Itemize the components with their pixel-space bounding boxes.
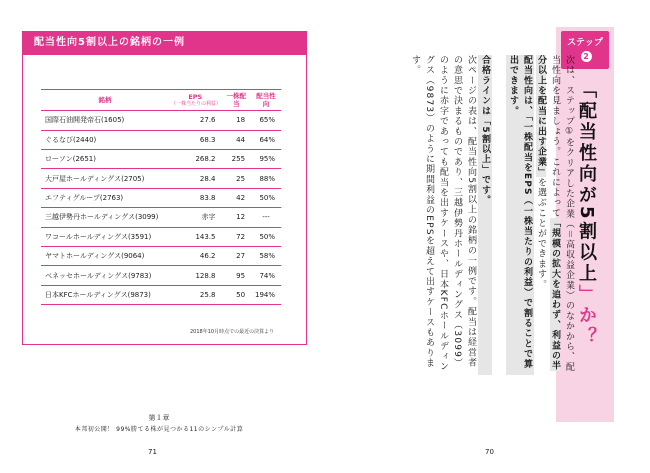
- header-name: 銘柄: [41, 90, 169, 111]
- p1-text-a: 次は、ステップ①をクリアした企業（＝高収益企業）のなかから、配当性向を見ましょう。これによって: [550, 55, 574, 373]
- page-number-right: 70: [485, 448, 494, 456]
- step-number: 2: [581, 51, 592, 62]
- cell-eps: 128.8: [169, 266, 222, 285]
- header-dividend: 一株配当: [222, 90, 252, 111]
- step-badge-label: ステップ: [567, 38, 603, 48]
- cell-name: ぐるなび(2440): [41, 130, 169, 149]
- cell-name: エフティグループ(2763): [41, 188, 169, 207]
- cell-payout: 64%: [251, 130, 281, 149]
- cell-name: ワコールホールディングス(3591): [41, 227, 169, 246]
- chapter-subtitle: 本邦初公開！ 99%勝てる株が見つかる11のシンプル計算: [74, 426, 244, 433]
- table-title: 配当性向5割以上の銘柄の一例: [22, 31, 307, 55]
- cell-name: ベネッセホールディングス(9783): [41, 266, 169, 285]
- cell-name: ローソン(2651): [41, 150, 169, 169]
- cell-eps: 68.3: [169, 130, 222, 149]
- paragraph-3: 合格ラインは「5割以上」です。: [478, 55, 492, 375]
- cell-payout: 88%: [251, 169, 281, 188]
- table-row: [41, 111, 281, 130]
- cell-payout: 194%: [251, 285, 281, 304]
- cell-dividend: 42: [222, 188, 252, 207]
- cell-payout: 65%: [251, 111, 281, 130]
- cell-name: 国際石油開発帝石(1605): [41, 111, 169, 130]
- cell-payout: 74%: [251, 266, 281, 285]
- table-row: [41, 130, 281, 149]
- cell-name: ヤマトホールディングス(9064): [41, 246, 169, 265]
- cell-name: 大戸屋ホールディングス(2705): [41, 169, 169, 188]
- cell-eps: 46.2: [169, 246, 222, 265]
- cell-dividend: 12: [222, 208, 252, 227]
- cell-dividend: 44: [222, 130, 252, 149]
- title-main: 配当性向が5割以上: [576, 101, 597, 285]
- header-payout: 配当性向: [251, 90, 281, 111]
- header-eps-label: EPS: [188, 92, 203, 101]
- cell-dividend: 72: [222, 227, 252, 246]
- table-row: [41, 246, 281, 265]
- cell-eps: 83.8: [169, 188, 222, 207]
- body-text: [394, 55, 576, 375]
- cell-payout: 95%: [251, 150, 281, 169]
- table-row: [41, 188, 281, 207]
- title-close: 」か？: [576, 284, 597, 348]
- cell-payout: 58%: [251, 246, 281, 265]
- cell-eps: 143.5: [169, 227, 222, 246]
- step-title: [573, 80, 599, 348]
- p1-text-b: を選ぶことができます。: [536, 177, 546, 290]
- table-row: [41, 285, 281, 304]
- table-note: 2018年10月時点での最近の決算より: [190, 329, 275, 335]
- cell-payout: 50%: [251, 188, 281, 207]
- page-number-left: 71: [148, 448, 157, 456]
- p1-highlight: 「規模の拡大を追わず、利益の半分以上を配当に出す企業」: [536, 55, 560, 372]
- table-row: [41, 227, 281, 246]
- title-open: 「: [576, 80, 597, 101]
- cell-eps: 25.8: [169, 285, 222, 304]
- cell-name: 日本KFCホールディングス(9873): [41, 285, 169, 304]
- cell-payout: 50%: [251, 227, 281, 246]
- header-eps: [169, 90, 222, 111]
- cell-eps: 28.4: [169, 169, 222, 188]
- cell-dividend: 25: [222, 169, 252, 188]
- cell-dividend: 95: [222, 266, 252, 285]
- table-row: [41, 266, 281, 285]
- chapter-label: 第１章: [148, 414, 170, 422]
- paragraph-1: [534, 55, 576, 375]
- table-row: [41, 150, 281, 169]
- stocks-table: [41, 89, 281, 305]
- header-eps-sub: （一株当たりの利益）: [171, 101, 222, 108]
- cell-dividend: 27: [222, 246, 252, 265]
- table-row: [41, 208, 281, 227]
- cell-eps: 27.6: [169, 111, 222, 130]
- cell-eps: 268.2: [169, 150, 222, 169]
- cell-dividend: 255: [222, 150, 252, 169]
- paragraph-4: 次ページの表は、配当性向5割以上の銘柄の一例です。配当は経営者の意思で決まるものであり、三越伊勢丹ホールディングス（3099）のように赤字であっても配当を出すケースや、日本KFCホールディングス（9873）のように期間利益のEPSを超えて出すケースもあります。: [410, 55, 476, 372]
- paragraph-2: 配当性向は、「一株配当をEPS（一株当たりの利益）で割ることで算出できます。: [506, 55, 534, 375]
- cell-payout: ---: [251, 208, 281, 227]
- cell-dividend: 18: [222, 111, 252, 130]
- cell-dividend: 50: [222, 285, 252, 304]
- table-row: [41, 169, 281, 188]
- cell-eps: 赤字: [169, 208, 222, 227]
- cell-name: 三越伊勢丹ホールディングス(3099): [41, 208, 169, 227]
